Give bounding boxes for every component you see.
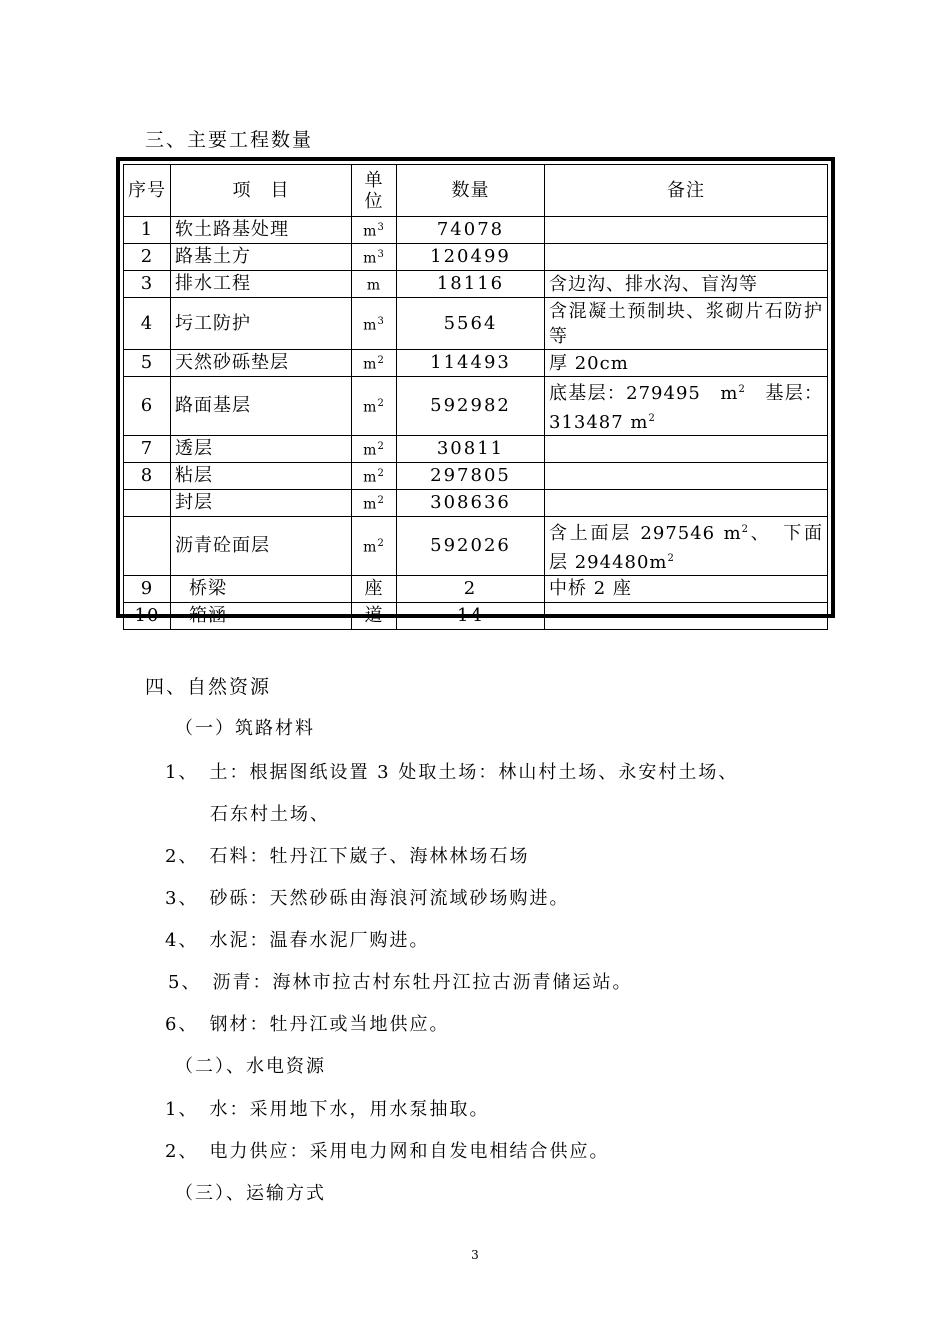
row-seq — [124, 517, 171, 576]
list-item: 4、 水泥：温春水泥厂购进。 — [165, 930, 430, 951]
row-quantity: 592982 — [397, 377, 545, 436]
table-row — [124, 603, 828, 630]
row-remark — [545, 463, 828, 490]
row-unit: m — [352, 271, 397, 298]
header-remark: 备注 — [545, 165, 828, 217]
row-remark — [545, 244, 828, 271]
row-item: 圬工防护 — [171, 298, 352, 350]
list-item: 5、 沥青：海林市拉古村东牡丹江拉古沥青储运站。 — [168, 972, 633, 993]
row-unit: $m^2$ — [352, 436, 397, 463]
subsection-heading: （二）、水电资源 — [175, 1056, 326, 1077]
row-quantity: 2 — [397, 576, 545, 603]
table-row — [124, 298, 828, 350]
row-seq: 6 — [124, 377, 171, 436]
row-item: 排水工程 — [171, 271, 352, 298]
table-row — [124, 377, 828, 436]
row-seq: 3 — [124, 271, 171, 298]
row-quantity: 120499 — [397, 244, 545, 271]
row-remark — [545, 490, 828, 517]
list-item: 1、 水：采用地下水，用水泵抽取。 — [165, 1099, 490, 1120]
list-item: 1、 土：根据图纸设置 3 处取土场：林山村土场、永安村土场、 — [165, 762, 739, 783]
table-row — [124, 576, 828, 603]
row-quantity: 18116 — [397, 271, 545, 298]
row-item: 沥青砼面层 — [171, 517, 352, 576]
row-remark: 含混凝土预制块、浆砌片石防护等 — [545, 298, 828, 350]
row-quantity: 5564 — [397, 298, 545, 350]
row-remark — [545, 217, 828, 244]
row-item: 粘层 — [171, 463, 352, 490]
row-seq: 2 — [124, 244, 171, 271]
section-title-quantities: 三、主要工程数量 — [145, 129, 314, 151]
row-unit: 道 — [352, 603, 397, 630]
row-quantity: 114493 — [397, 350, 545, 377]
table-row — [124, 217, 828, 244]
table-row — [124, 517, 828, 576]
row-remark: 含边沟、排水沟、盲沟等 — [545, 271, 828, 298]
row-quantity: 308636 — [397, 490, 545, 517]
row-remark: 含上面层 297546 $m^2$、 下面层 $294480m^2$ — [545, 517, 828, 576]
row-remark — [545, 603, 828, 630]
row-quantity: 74078 — [397, 217, 545, 244]
row-quantity: 297805 — [397, 463, 545, 490]
row-unit: $m^2$ — [352, 490, 397, 517]
row-seq: 7 — [124, 436, 171, 463]
row-remark: 底基层：279495 $m^2$ 基层：313487 $m^2$ — [545, 377, 828, 436]
row-remark: 厚 20cm — [545, 350, 828, 377]
table-row — [124, 244, 828, 271]
row-unit: $m^3$ — [352, 298, 397, 350]
row-remark: 中桥 2 座 — [545, 576, 828, 603]
row-unit: $m^2$ — [352, 350, 397, 377]
subsection-heading: （一）筑路材料 — [175, 718, 315, 739]
row-item: 软土路基处理 — [171, 217, 352, 244]
row-seq — [124, 490, 171, 517]
row-seq: 9 — [124, 576, 171, 603]
table-row — [124, 350, 828, 377]
row-item: 路面基层 — [171, 377, 352, 436]
row-quantity: 30811 — [397, 436, 545, 463]
row-seq: 5 — [124, 350, 171, 377]
header-seq: 序号 — [124, 165, 171, 217]
table-row — [124, 436, 828, 463]
row-item: 路基土方 — [171, 244, 352, 271]
header-item: 项 目 — [171, 165, 352, 217]
row-seq: 1 — [124, 217, 171, 244]
row-quantity: 14 — [397, 603, 545, 630]
table-header-row — [124, 165, 828, 217]
row-seq: 4 — [124, 298, 171, 350]
row-item: 天然砂砾垫层 — [171, 350, 352, 377]
table-row — [124, 271, 828, 298]
row-seq: 10 — [124, 603, 171, 630]
row-item: 透层 — [171, 436, 352, 463]
row-unit: $m^2$ — [352, 463, 397, 490]
header-quantity: 数量 — [397, 165, 545, 217]
row-remark — [545, 436, 828, 463]
row-unit: $m^3$ — [352, 244, 397, 271]
row-seq: 8 — [124, 463, 171, 490]
row-unit: $m^2$ — [352, 377, 397, 436]
row-unit: $m^3$ — [352, 217, 397, 244]
list-item: 3、 砂砾：天然砂砾由海浪河流域砂场购进。 — [165, 888, 570, 909]
row-item: 封层 — [171, 490, 352, 517]
list-item: 2、 电力供应：采用电力网和自发电相结合供应。 — [165, 1141, 610, 1162]
list-item-continuation: 石东村土场、 — [210, 804, 330, 825]
table-row — [124, 490, 828, 517]
row-item: 桥梁 — [171, 576, 352, 603]
list-item: 2、 石料：牡丹江下崴子、海林林场石场 — [165, 846, 530, 867]
row-unit: 座 — [352, 576, 397, 603]
row-unit: $m^2$ — [352, 517, 397, 576]
quantities-table — [116, 157, 835, 626]
list-item: 6、 钢材：牡丹江或当地供应。 — [165, 1014, 450, 1035]
row-item: 箱涵 — [171, 603, 352, 630]
subsection-heading: （三）、运输方式 — [175, 1183, 326, 1204]
page-number: 3 — [471, 1248, 479, 1262]
table-row — [124, 463, 828, 490]
row-quantity: 592026 — [397, 517, 545, 576]
header-unit: 单位 — [352, 165, 397, 217]
section-title-natural-resources: 四、自然资源 — [145, 676, 272, 698]
